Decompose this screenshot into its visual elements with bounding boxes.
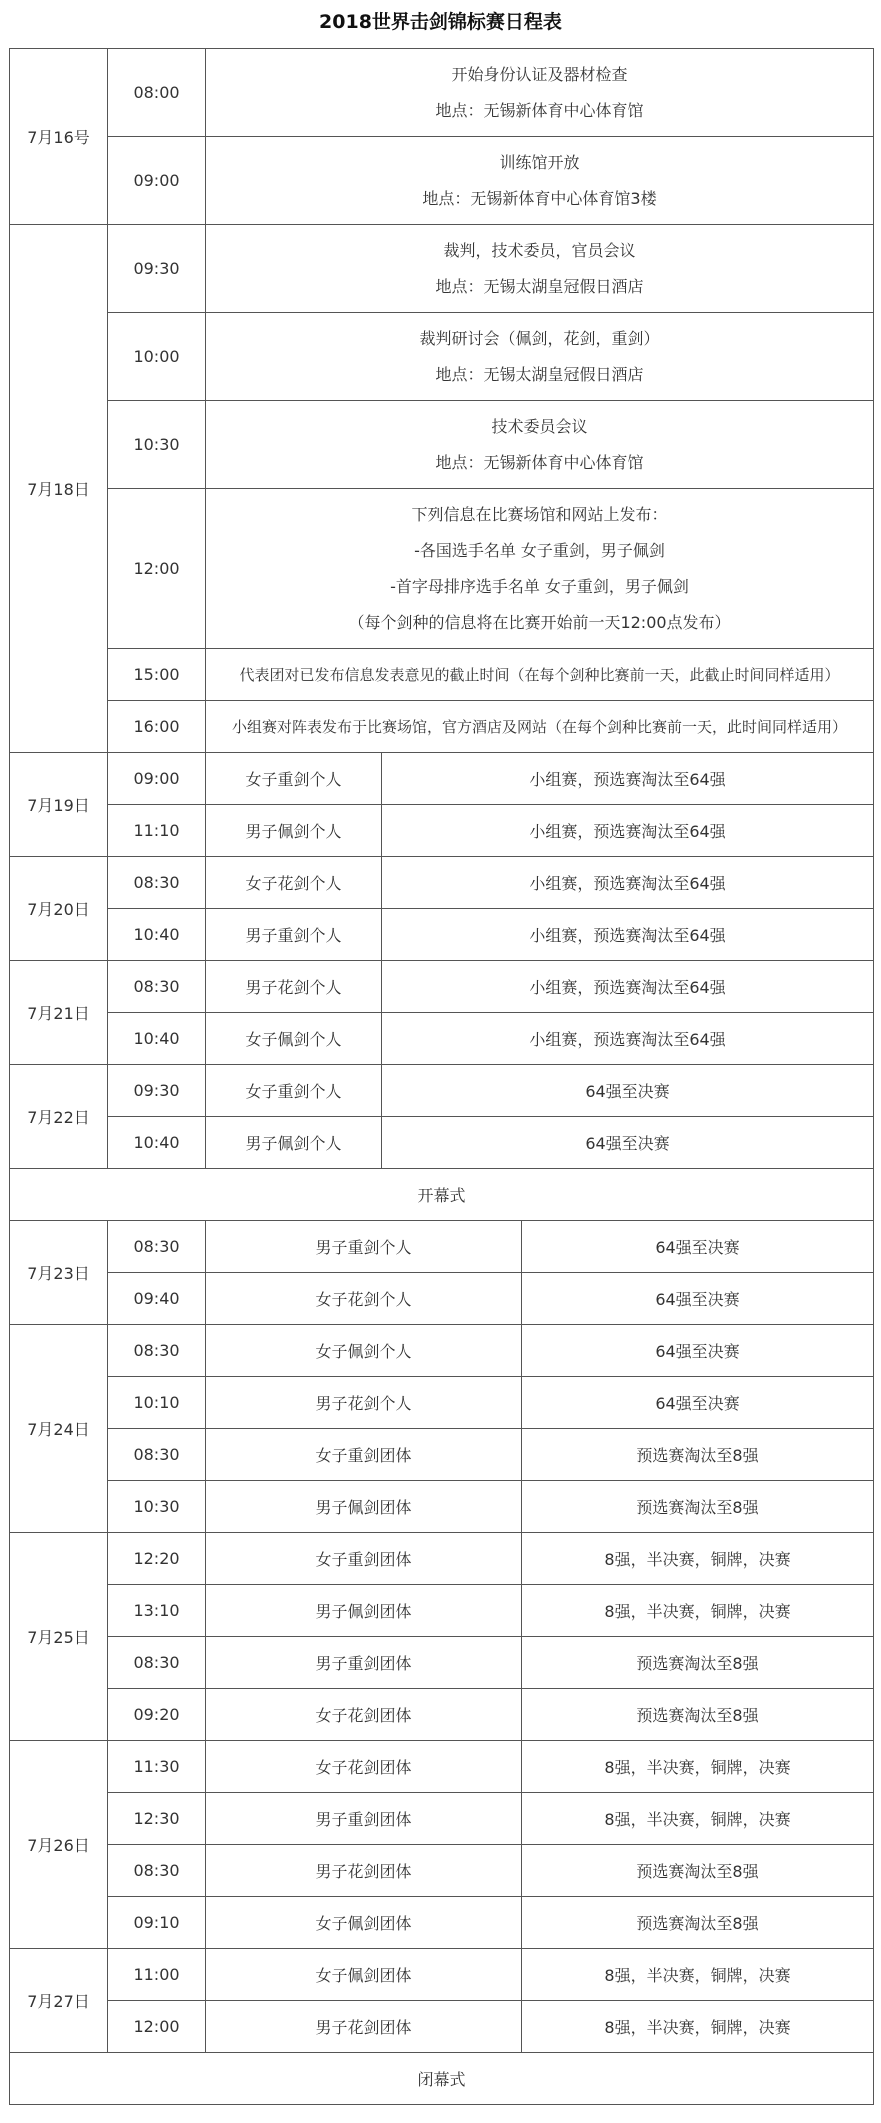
event-cell: 女子佩剑个人: [206, 1013, 382, 1065]
activity-location: 地点：无锡新体育中心体育馆: [435, 452, 644, 472]
activity-cell: 小组赛对阵表发布于比赛场馆，官方酒店及网站（在每个剑种比赛前一天，此时间同样适用）: [206, 701, 874, 753]
stage-cell: 64强至决赛: [522, 1273, 874, 1325]
time-cell: 08:30: [108, 1637, 206, 1689]
stage-cell: 预选赛淘汰至8强: [522, 1429, 874, 1481]
activity-cell: [206, 137, 874, 225]
event-cell: 男子佩剑个人: [206, 1117, 382, 1169]
stage-cell: 64强至决赛: [522, 1377, 874, 1429]
date-cell: 7月24日: [10, 1325, 108, 1533]
stage-cell: 小组赛，预选赛淘汰至64强: [382, 857, 874, 909]
activity-cell: 代表团对已发布信息发表意见的截止时间（在每个剑种比赛前一天，此截止时间同样适用）: [206, 649, 874, 701]
event-cell: 女子花剑团体: [206, 1689, 522, 1741]
table-row: [10, 961, 874, 1013]
activity-location: 地点：无锡新体育中心体育馆3楼: [422, 188, 657, 208]
activity-line: -首字母排序选手名单 女子重剑，男子佩剑: [390, 576, 689, 596]
date-cell: 7月27日: [10, 1949, 108, 2053]
table-row: [10, 1221, 874, 1273]
event-cell: 男子花剑团体: [206, 2001, 522, 2053]
table-row: [10, 1897, 874, 1949]
time-cell: 12:30: [108, 1793, 206, 1845]
event-cell: 男子花剑团体: [206, 1845, 522, 1897]
event-cell: 女子重剑个人: [206, 753, 382, 805]
table-row: [10, 313, 874, 401]
stage-cell: 8强，半决赛，铜牌，决赛: [522, 1793, 874, 1845]
table-row: [10, 1585, 874, 1637]
activity-line: -各国选手名单 女子重剑，男子佩剑: [414, 540, 665, 560]
time-cell: 10:30: [108, 401, 206, 489]
activity-line: 技术委员会议: [491, 416, 588, 436]
table-row: [10, 805, 874, 857]
event-cell: 男子花剑个人: [206, 961, 382, 1013]
activity-line: 训练馆开放: [499, 152, 580, 172]
time-cell: 16:00: [108, 701, 206, 753]
table-row: [10, 1689, 874, 1741]
time-cell: 09:00: [108, 753, 206, 805]
time-cell: 09:10: [108, 1897, 206, 1949]
event-cell: 男子重剑个人: [206, 909, 382, 961]
stage-cell: 8强，半决赛，铜牌，决赛: [522, 1585, 874, 1637]
event-cell: 男子佩剑团体: [206, 1585, 522, 1637]
time-cell: 09:30: [108, 1065, 206, 1117]
table-row: [10, 1117, 874, 1169]
activity-note: （每个剑种的信息将在比赛开始前一天12:00点发布）: [348, 612, 731, 632]
stage-cell: 小组赛，预选赛淘汰至64强: [382, 961, 874, 1013]
event-cell: 女子佩剑个人: [206, 1325, 522, 1377]
stage-cell: 8强，半决赛，铜牌，决赛: [522, 1533, 874, 1585]
event-cell: 男子佩剑个人: [206, 805, 382, 857]
event-cell: 男子重剑个人: [206, 1221, 522, 1273]
table-row: [10, 857, 874, 909]
table-row: [10, 753, 874, 805]
date-cell: 7月20日: [10, 857, 108, 961]
activity-cell: [206, 489, 874, 649]
date-cell: 7月25日: [10, 1533, 108, 1741]
table-row: [10, 1741, 874, 1793]
activity-location: 地点：无锡太湖皇冠假日酒店: [435, 276, 644, 296]
table-row: [10, 1377, 874, 1429]
page-title: 2018世界击剑锦标赛日程表: [319, 11, 562, 33]
stage-cell: 64强至决赛: [522, 1325, 874, 1377]
stage-cell: 小组赛，预选赛淘汰至64强: [382, 909, 874, 961]
time-cell: 11:30: [108, 1741, 206, 1793]
stage-cell: 预选赛淘汰至8强: [522, 1637, 874, 1689]
closing-ceremony-cell: 闭幕式: [10, 2053, 874, 2105]
stage-cell: 64强至决赛: [382, 1065, 874, 1117]
time-cell: 10:40: [108, 1117, 206, 1169]
stage-cell: 64强至决赛: [522, 1221, 874, 1273]
table-row: [10, 225, 874, 313]
stage-cell: 64强至决赛: [382, 1117, 874, 1169]
event-cell: 男子佩剑团体: [206, 1481, 522, 1533]
table-row: [10, 401, 874, 489]
table-row: [10, 909, 874, 961]
date-cell: 7月18日: [10, 225, 108, 753]
activity-line: 裁判，技术委员，官员会议: [443, 240, 636, 260]
time-cell: 12:20: [108, 1533, 206, 1585]
time-cell: 12:00: [108, 2001, 206, 2053]
stage-cell: 预选赛淘汰至8强: [522, 1689, 874, 1741]
time-cell: 15:00: [108, 649, 206, 701]
time-cell: 09:20: [108, 1689, 206, 1741]
time-cell: 12:00: [108, 489, 206, 649]
table-row: [10, 49, 874, 137]
time-cell: 08:00: [108, 49, 206, 137]
table-row: [10, 1013, 874, 1065]
stage-cell: 预选赛淘汰至8强: [522, 1845, 874, 1897]
time-cell: 08:30: [108, 857, 206, 909]
table-row: [10, 137, 874, 225]
table-row: [10, 1065, 874, 1117]
time-cell: 09:30: [108, 225, 206, 313]
event-cell: 女子重剑团体: [206, 1533, 522, 1585]
activity-cell: [206, 225, 874, 313]
stage-cell: 8强，半决赛，铜牌，决赛: [522, 1949, 874, 2001]
time-cell: 13:10: [108, 1585, 206, 1637]
event-cell: 女子花剑个人: [206, 1273, 522, 1325]
date-cell: 7月21日: [10, 961, 108, 1065]
date-cell: 7月16号: [10, 49, 108, 225]
activity-cell: [206, 401, 874, 489]
table-row: [10, 1637, 874, 1689]
event-cell: 女子重剑团体: [206, 1429, 522, 1481]
activity-cell: [206, 49, 874, 137]
table-row: [10, 649, 874, 701]
event-cell: 男子重剑团体: [206, 1637, 522, 1689]
activity-line: 开始身份认证及器材检查: [451, 64, 628, 84]
time-cell: 09:00: [108, 137, 206, 225]
table-row: [10, 1325, 874, 1377]
stage-cell: 小组赛，预选赛淘汰至64强: [382, 1013, 874, 1065]
event-cell: 男子花剑个人: [206, 1377, 522, 1429]
time-cell: 11:00: [108, 1949, 206, 2001]
stage-cell: 预选赛淘汰至8强: [522, 1897, 874, 1949]
opening-ceremony-cell: 开幕式: [10, 1169, 874, 1221]
table-row: [10, 489, 874, 649]
table-row: [10, 1169, 874, 1221]
activity-cell: [206, 313, 874, 401]
table-row: [10, 1273, 874, 1325]
time-cell: 10:00: [108, 313, 206, 401]
activity-location: 地点：无锡新体育中心体育馆: [435, 100, 644, 120]
time-cell: 08:30: [108, 1845, 206, 1897]
date-cell: 7月19日: [10, 753, 108, 857]
activity-location: 地点：无锡太湖皇冠假日酒店: [435, 364, 644, 384]
date-cell: 7月26日: [10, 1741, 108, 1949]
event-cell: 女子佩剑团体: [206, 1897, 522, 1949]
time-cell: 10:30: [108, 1481, 206, 1533]
event-cell: 男子重剑团体: [206, 1793, 522, 1845]
event-cell: 女子花剑个人: [206, 857, 382, 909]
table-row: [10, 1429, 874, 1481]
table-row: [10, 701, 874, 753]
time-cell: 08:30: [108, 961, 206, 1013]
schedule-table: [9, 48, 874, 2105]
table-row: [10, 2053, 874, 2105]
stage-cell: 小组赛，预选赛淘汰至64强: [382, 805, 874, 857]
time-cell: 10:40: [108, 909, 206, 961]
table-row: [10, 1481, 874, 1533]
stage-cell: 小组赛，预选赛淘汰至64强: [382, 753, 874, 805]
time-cell: 08:30: [108, 1221, 206, 1273]
time-cell: 08:30: [108, 1429, 206, 1481]
table-row: [10, 1793, 874, 1845]
stage-cell: 8强，半决赛，铜牌，决赛: [522, 1741, 874, 1793]
table-row: [10, 1533, 874, 1585]
event-cell: 女子花剑团体: [206, 1741, 522, 1793]
activity-line: 裁判研讨会（佩剑，花剑，重剑）: [419, 328, 660, 348]
time-cell: 10:10: [108, 1377, 206, 1429]
time-cell: 08:30: [108, 1325, 206, 1377]
date-cell: 7月23日: [10, 1221, 108, 1325]
table-row: [10, 1845, 874, 1897]
time-cell: 09:40: [108, 1273, 206, 1325]
table-row: [10, 1949, 874, 2001]
event-cell: 女子重剑个人: [206, 1065, 382, 1117]
event-cell: 女子佩剑团体: [206, 1949, 522, 2001]
table-row: [10, 2001, 874, 2053]
time-cell: 11:10: [108, 805, 206, 857]
stage-cell: 预选赛淘汰至8强: [522, 1481, 874, 1533]
date-cell: 7月22日: [10, 1065, 108, 1169]
activity-line: 下列信息在比赛场馆和网站上发布：: [411, 504, 668, 524]
time-cell: 10:40: [108, 1013, 206, 1065]
stage-cell: 8强，半决赛，铜牌，决赛: [522, 2001, 874, 2053]
